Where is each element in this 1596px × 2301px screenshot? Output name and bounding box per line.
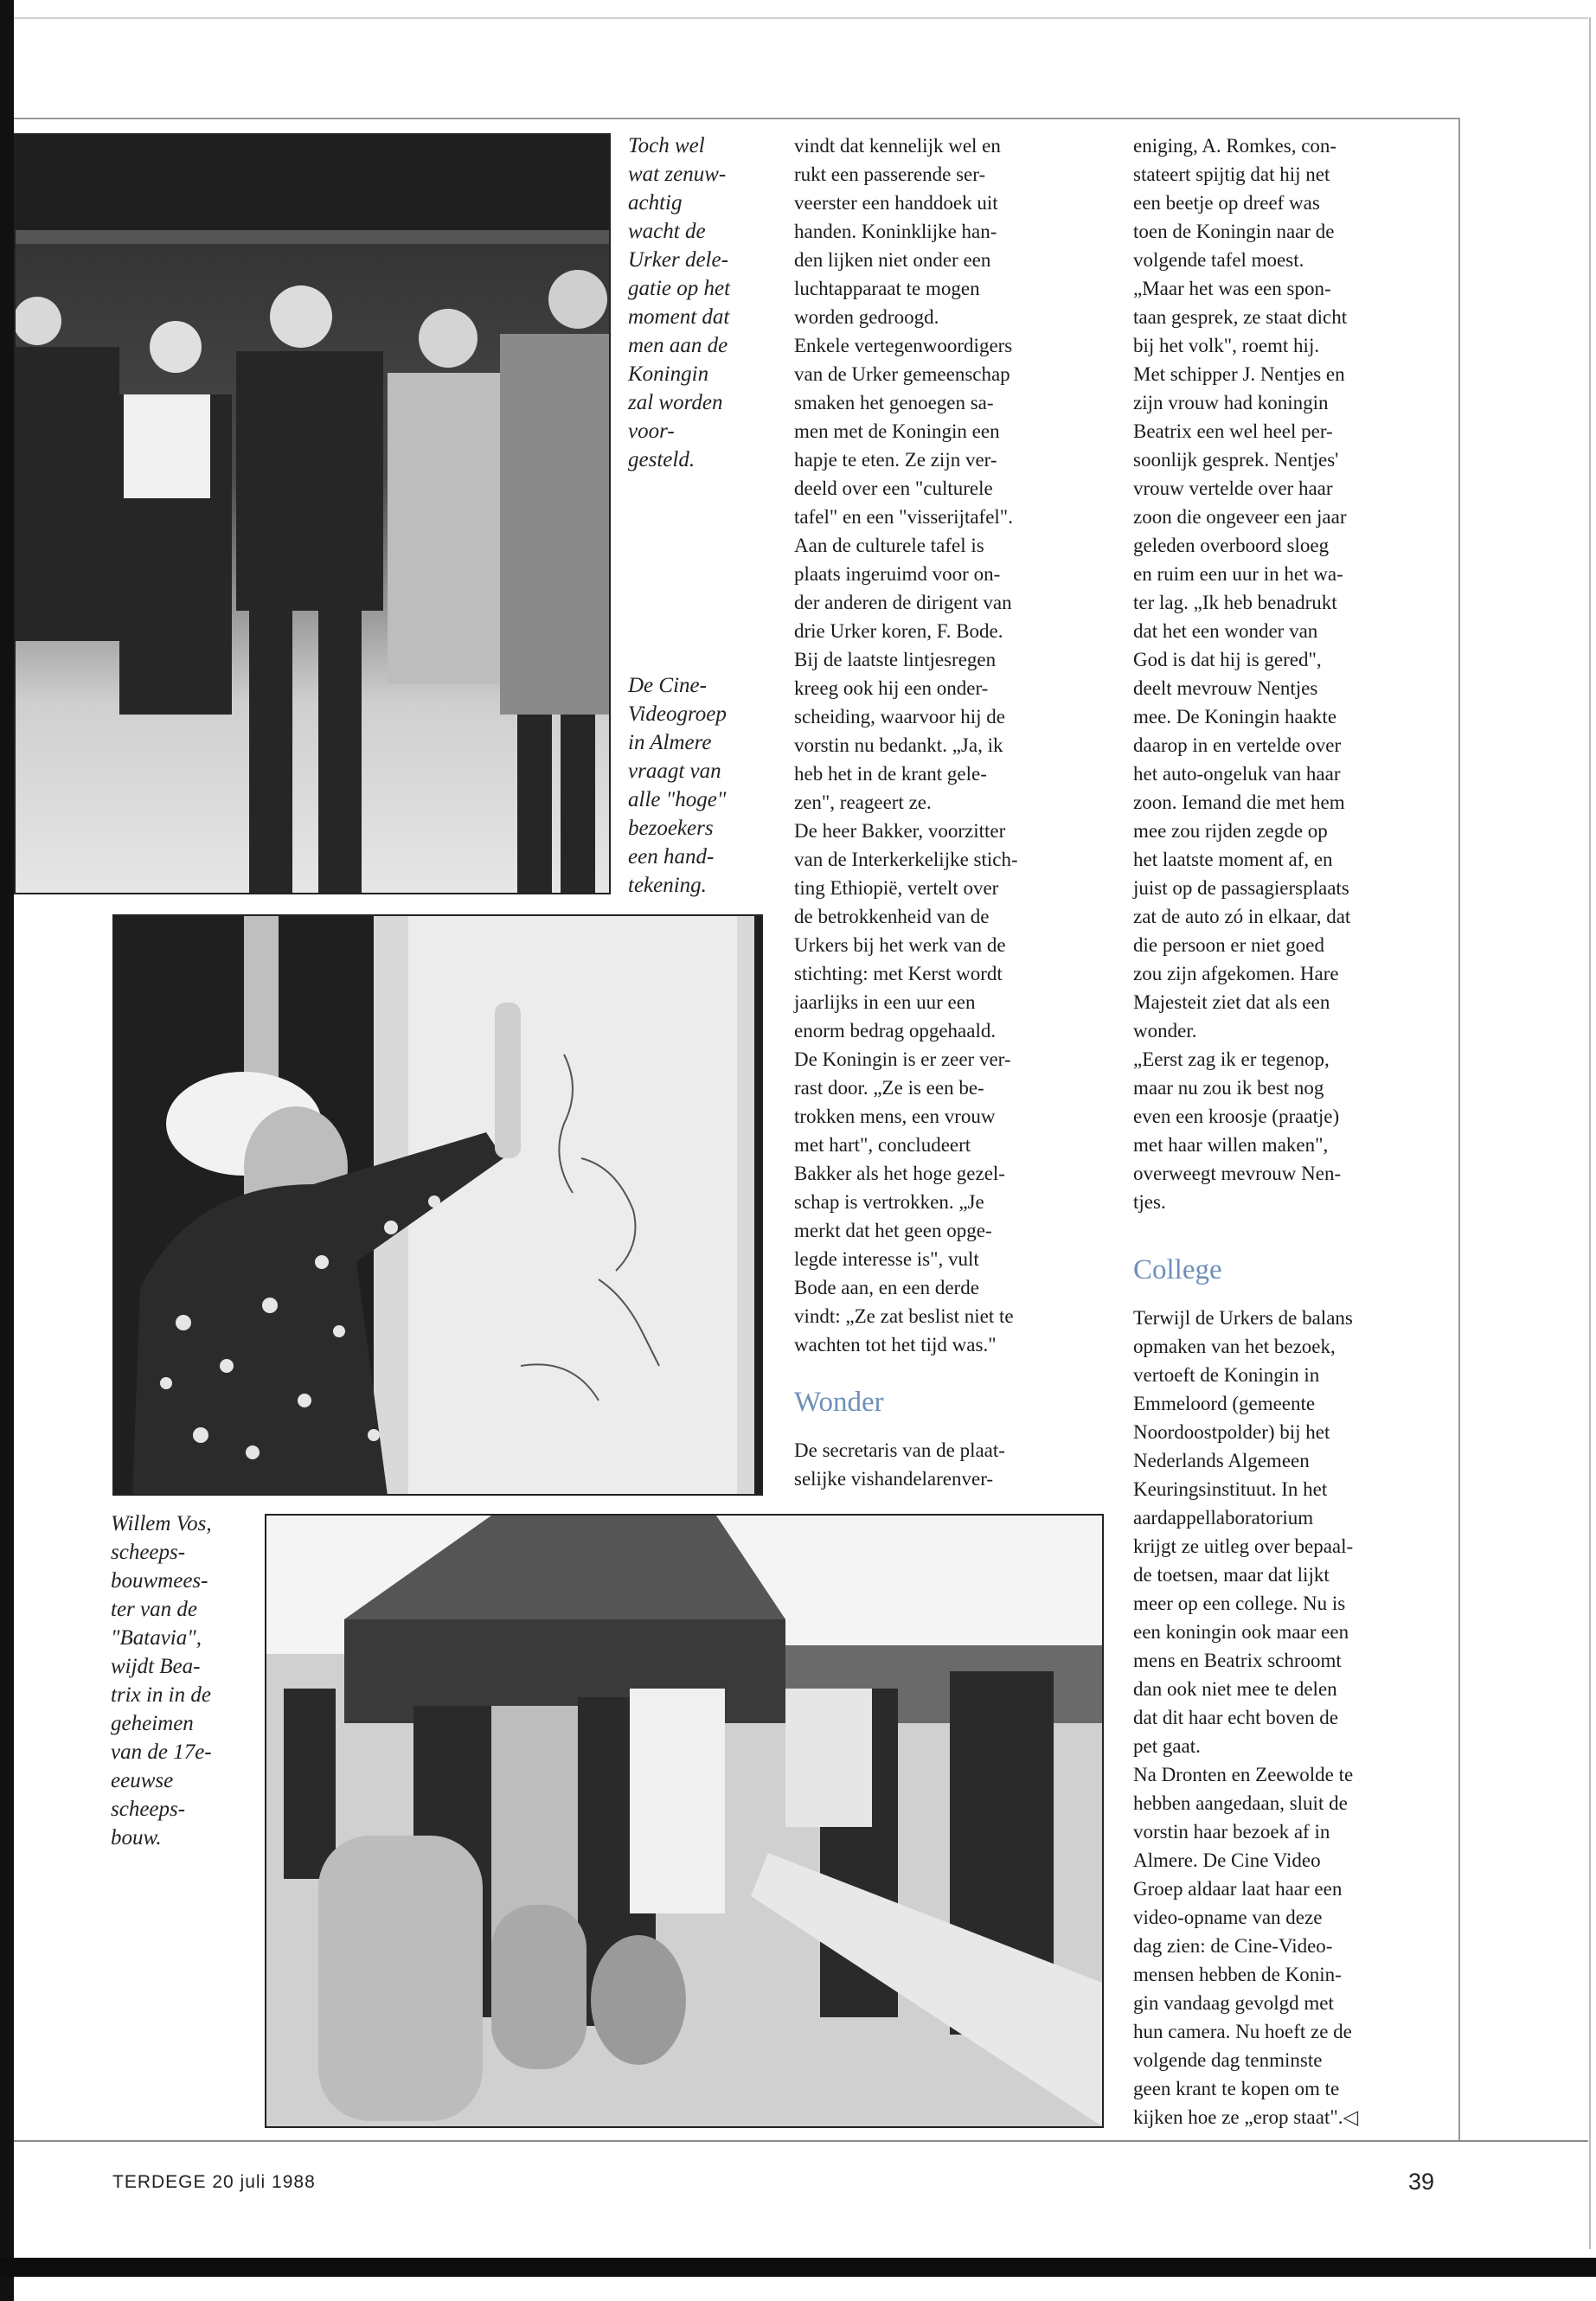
photo-signing-image: [114, 916, 761, 1494]
footer-rule: [14, 2140, 1588, 2142]
layout-frame-right: [1458, 118, 1460, 2142]
photo-shipyard-image: [266, 1516, 1102, 2126]
bottom-scan-bar: [0, 2258, 1596, 2277]
photo-shipyard-visit: [265, 1514, 1104, 2128]
layout-frame-top: [14, 118, 1460, 119]
photo-delegation-image: [16, 135, 609, 893]
article-column-2-continued: [1133, 1304, 1453, 2131]
article-column-2: eniging, A. Romkes, con- stateert spijtig dat hij net een beetje op dreef was toen de Koningin naar de volgende tafel moest. „Maar het was een spon- taan gesprek, ze staat dicht bij het volk", roemt hij. Met schipper J. Nentjes en zijn vrouw had koningin Beatrix een wel heel per- soonlijk gesprek. Nentjes' vrouw vertelde over haar zoon die ongeveer een jaar geleden overboord sloeg en ruim een uur in het wa- ter lag. „Ik heb benadrukt dat het een wonder van God is dat hij is gered", deelt mevrouw Nentjes mee. De Koningin haakte daarop in en vertelde over het auto-ongeluk van haar zoon. Iemand die met hem mee zou rijden zegde op het laatste moment af, en juist op de passagiersplaats zat de auto zó in elkaar, dat die persoon er niet goed zou zijn afgekomen. Hare Majesteit ziet dat als een wonder. „Eerst zag ik er tegenop, maar nu zou ik best nog even een kroosje (praatje) met haar willen maken", overweegt mevrouw Nen- tjes.: [1133, 135, 1351, 1213]
column-2-continued-text: Terwijl de Urkers de balans opmaken van het bezoek, vertoeft de Koningin in Emmeloord (gemeente Noordoostpolder) bij het Nederlands Algemeen Keuringsinstituut. In het aardappellaboratorium krijgt ze uitleg over bepaal- de toetsen, maar dat lijkt meer op een college. Nu is een koningin ook maar een mens en Beatrix schroomt dan ook niet mee te delen dat dit haar echt boven de pet gaat. Na Dronten en Zeewolde te hebben aangedaan, sluit de vorstin haar bezoek af in Almere. De Cine Video Groep aldaar laat haar een video-opname van deze dag zien: de Cine-Video- mensen hebben de Konin- gin vandaag gevolgd met hun camera. Nu hoeft ze de volgende dag tenminste geen krant te kopen om te kijken hoe ze „erop staat".: [1133, 1307, 1354, 2128]
end-of-article-icon: ◁: [1343, 2106, 1359, 2128]
caption-cine-video: De Cine- Videogroep in Almere vraagt van alle "hoge" bezoekers een hand- tekening.: [628, 674, 727, 897]
caption-willem-vos: Willem Vos, scheeps- bouwmees- ter van de "Batavia", wijdt Bea- trix in in de geheimen van de 17e- eeuwse scheeps- bouw.: [111, 1512, 212, 1849]
subhead-college: College: [1133, 1254, 1222, 1285]
page-number: 39: [1408, 2169, 1435, 2195]
photo-urker-delegation: [14, 133, 611, 894]
page-binding-edge: [0, 0, 14, 2301]
article-column-1: vindt dat kennelijk wel en rukt een passerende ser- veerster een handdoek uit handen. Koninklijke han- den lijken niet onder een luchtapparaat te mogen worden gedroogd. Enkele vertegenwoordigers van de Urker gemeenschap smaken het genoegen sa- men met de Koningin een hapje te eten. Ze zijn ver- deeld over een "culturele tafel" en een "visserijtafel". Aan de culturele tafel is plaats ingeruimd voor on- der anderen de dirigent van drie Urker koren, F. Bode. Bij de laatste lintjesregen kreeg ook hij een onder- scheiding, waarvoor hij de vorstin nu bedankt. „Ja, ik heb het in de krant gele- zen", reageert ze. De heer Bakker, voorzitter van de Interkerkelijke stich- ting Ethiopië, vertelt over de betrokkenheid van de Urkers bij het werk van de stichting: met Kerst wordt jaarlijks in een uur een enorm bedrag opgehaald. De Koningin is er zeer ver- rast door. „Ze is een be- trokken mens, een vrouw met hart", concludeert Bakker als het hoge gezel- schap is vertrokken. „Je merkt dat het geen opge- legde interesse is", vult Bode aan, en een derde vindt: „Ze zat beslist niet te wachten tot het tijd was.": [794, 135, 1018, 1356]
article-column-1-continued: De secretaris van de plaat- selijke vishandelarenver-: [794, 1439, 1005, 1490]
photo-queen-signing: [112, 914, 763, 1496]
caption-delegation: Toch wel wat zenuw- achtig wacht de Urker dele- gatie op het moment dat men aan de Koningin zal worden voor- gesteld.: [628, 134, 731, 471]
top-rule: [14, 17, 1588, 19]
publication-footer: TERDEGE 20 juli 1988: [112, 2172, 316, 2192]
right-page-edge: [1589, 17, 1591, 2249]
subhead-wonder: Wonder: [794, 1387, 884, 1418]
